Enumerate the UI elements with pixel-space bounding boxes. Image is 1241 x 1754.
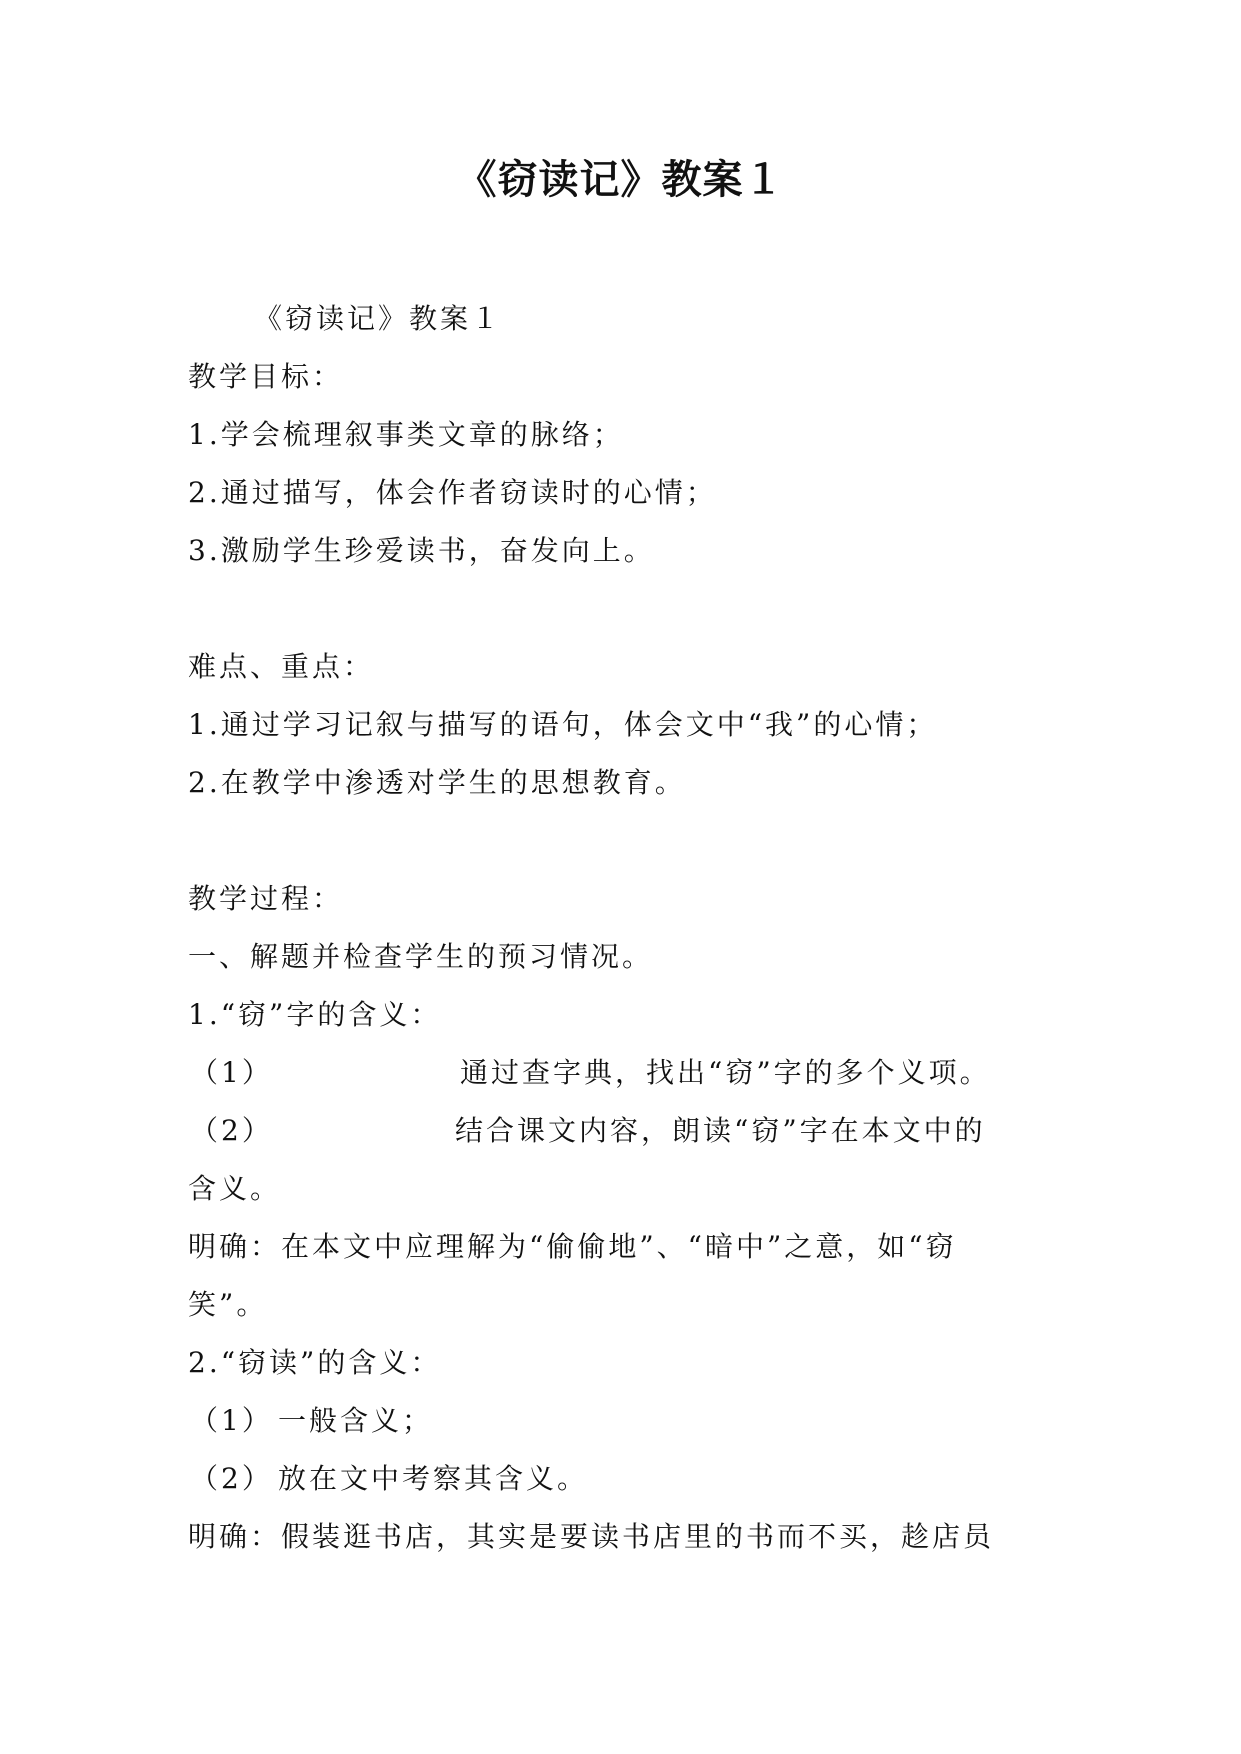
question-2-heading: 2.“窃读”的含义： <box>188 1346 442 1379</box>
process-step-1: 一、解题并检查学生的预习情况。 <box>188 940 654 973</box>
question-1-sub-1 <box>188 1044 1068 1102</box>
focus-item: 1.通过学习记叙与描写的语句，体会文中“我”的心情； <box>188 708 938 741</box>
focus-item: 2.在教学中渗透对学生的思想教育。 <box>188 766 686 799</box>
document-title: 《窃读记》教案１ <box>456 156 785 203</box>
goal-item: 3.激励学生珍爱读书，奋发向上。 <box>188 534 655 567</box>
question-2-sub-1 <box>188 1392 1068 1450</box>
sub-item-text: 结合课文内容，朗读“窃”字在本文中的 <box>455 1114 986 1147</box>
answer-line: 明确：在本文中应理解为“偷偷地”、“暗中”之意，如“窃 <box>188 1230 957 1263</box>
process-heading: 教学过程： <box>188 882 344 915</box>
goal-item: 1.学会梳理叙事类文章的脉络； <box>188 418 624 451</box>
question-1-heading: 1.“窃”字的含义： <box>188 998 442 1031</box>
paragraph-gap <box>188 580 1068 638</box>
question-1-sub-2 <box>188 1102 1068 1160</box>
paragraph-gap <box>188 812 1068 870</box>
sub-item-continuation: 含义。 <box>188 1172 282 1205</box>
sub-item-number: （1） <box>190 1404 273 1437</box>
answer-line: 笑”。 <box>188 1288 268 1321</box>
focus-heading: 难点、重点： <box>188 650 375 683</box>
sub-item-text: 放在文中考察其含义。 <box>278 1462 589 1495</box>
sub-item-number: （1） <box>190 1056 273 1089</box>
answer-line: 明确：假装逛书店，其实是要读书店里的书而不买，趁店员 <box>188 1520 995 1553</box>
goals-heading: 教学目标： <box>188 360 344 393</box>
sub-item-text: 通过查字典，找出“窃”字的多个义项。 <box>460 1056 991 1089</box>
document-body <box>188 290 1068 1566</box>
goal-item: 2.通过描写，体会作者窃读时的心情； <box>188 476 717 509</box>
document-subtitle: 《窃读记》教案１ <box>254 302 503 335</box>
sub-item-number: （2） <box>190 1114 273 1147</box>
sub-item-number: （2） <box>190 1462 273 1495</box>
sub-item-text: 一般含义； <box>278 1404 434 1437</box>
question-2-sub-2 <box>188 1450 1068 1508</box>
